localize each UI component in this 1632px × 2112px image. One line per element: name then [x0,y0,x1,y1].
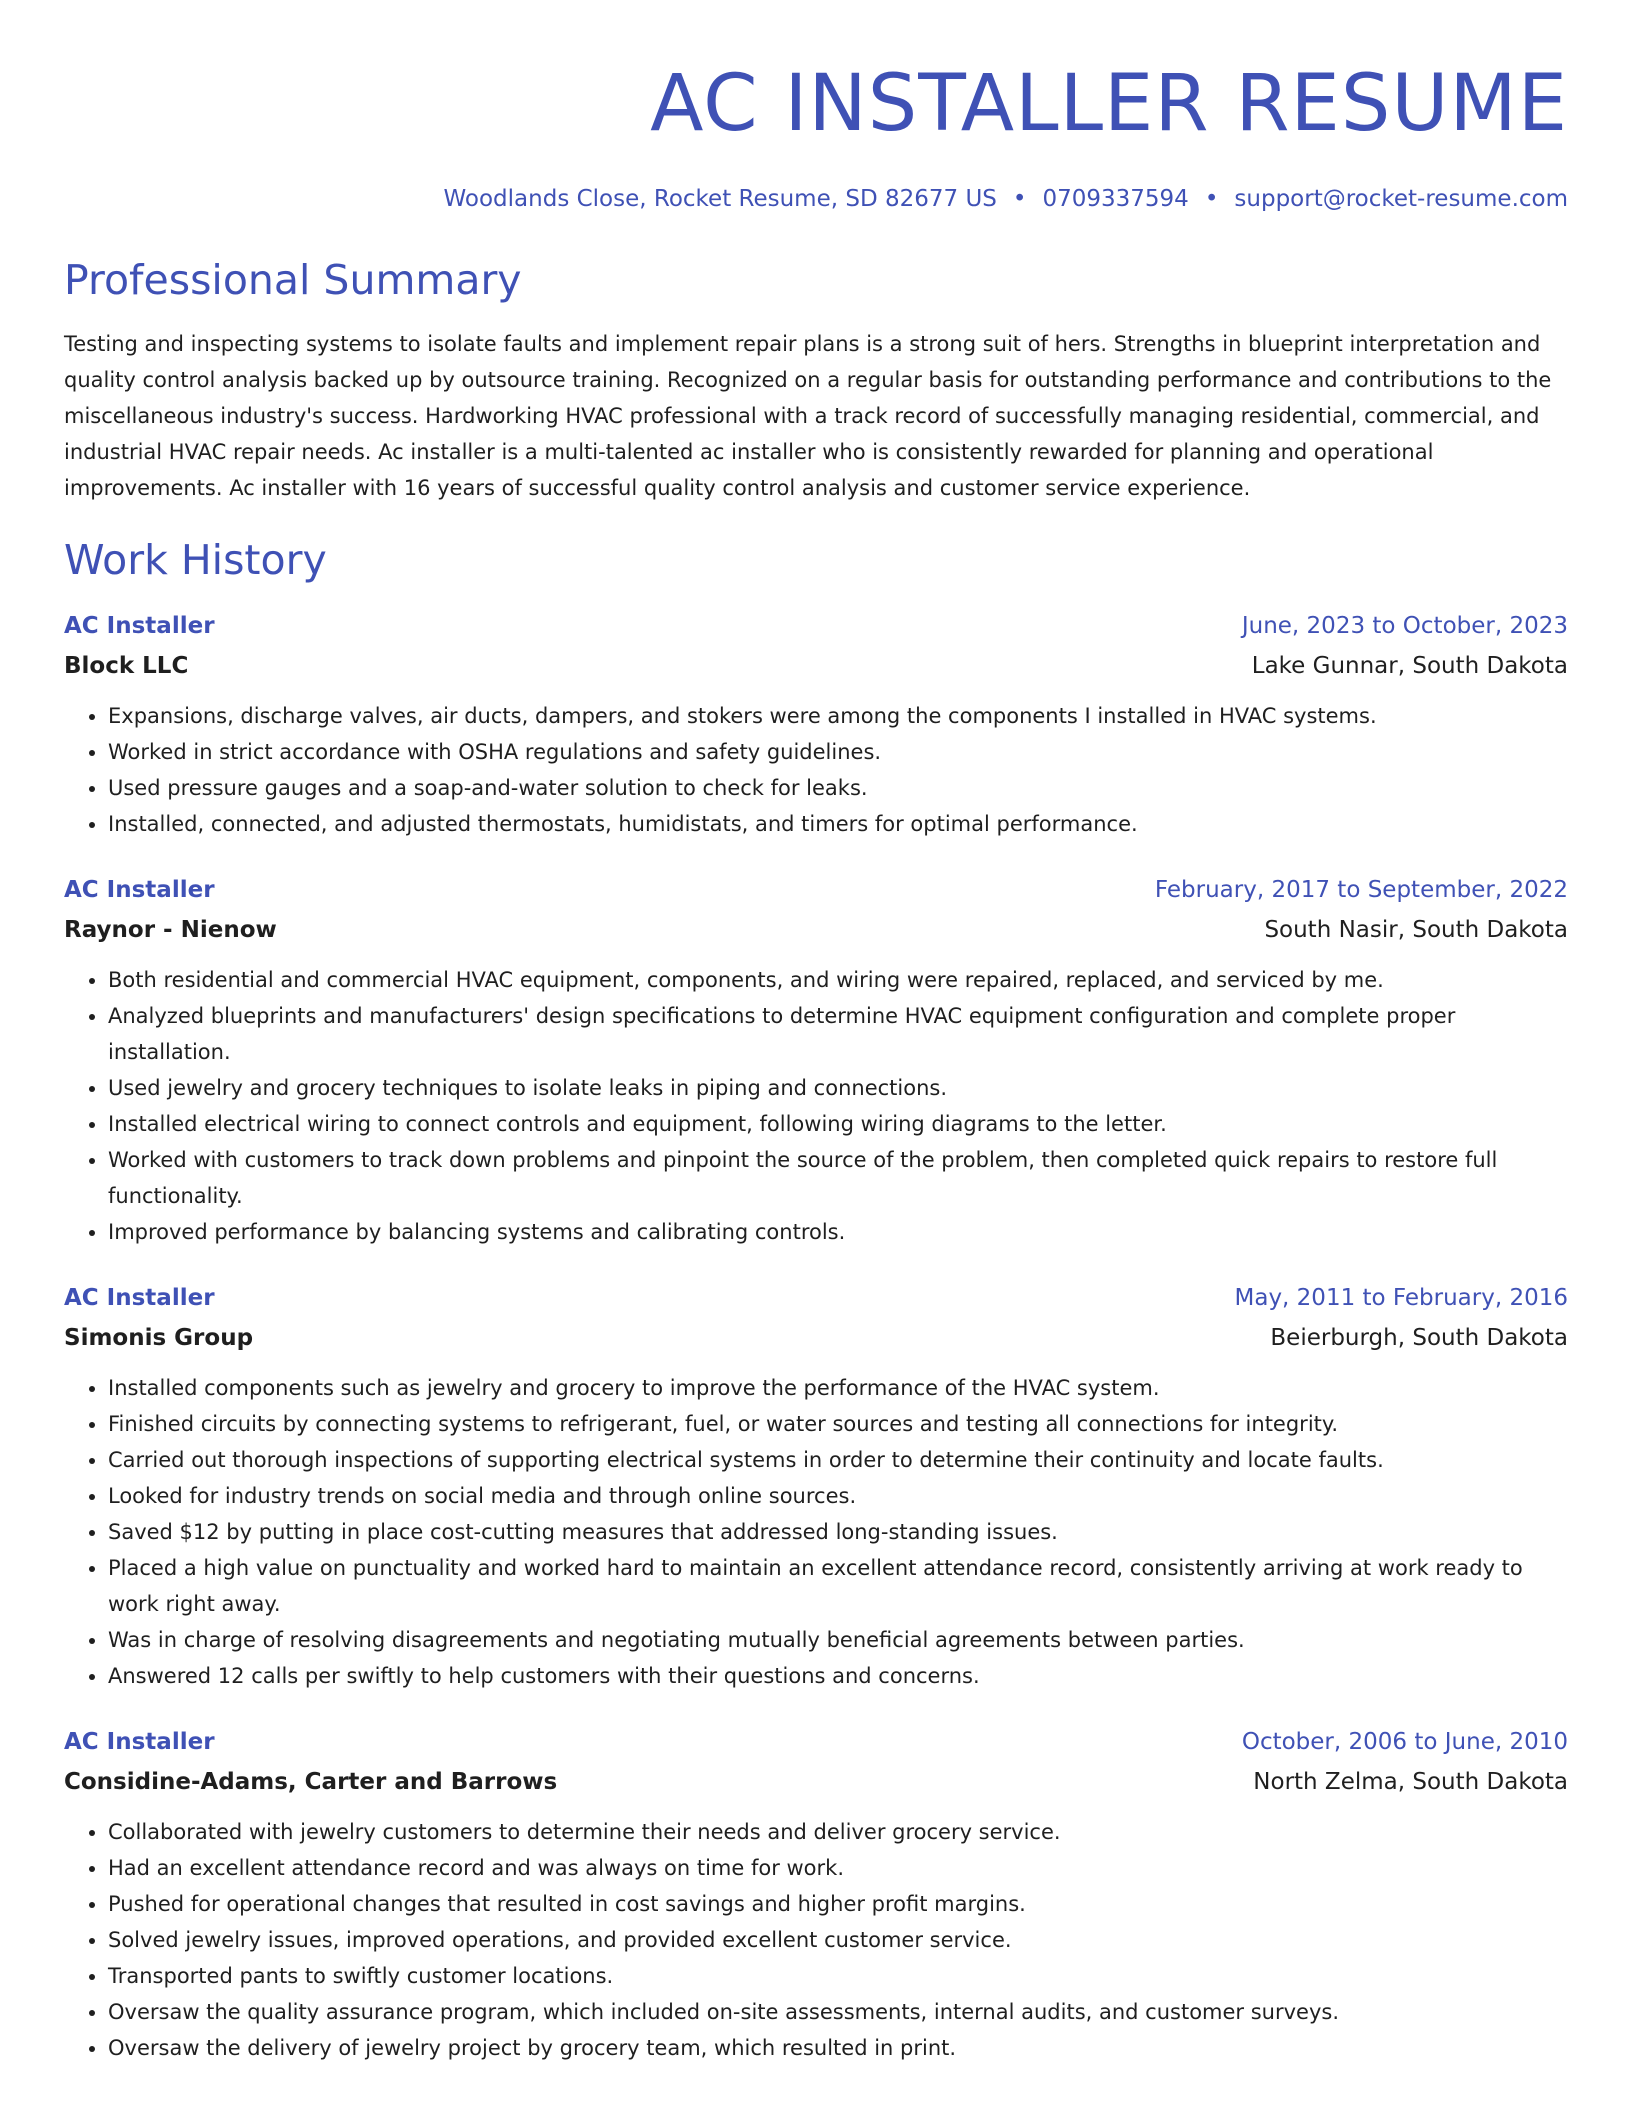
job-location: North Zelma, South Dakota [1253,1769,1568,1795]
job-company: Raynor - Nienow [64,917,277,943]
job-title: AC Installer [64,613,215,639]
job-bullet: • Oversaw the delivery of jewelry project by grocery team, which resulted in print. [108,2030,1568,2066]
job-company: Simonis Group [64,1325,254,1351]
contact-separator: • [1204,186,1219,212]
job-bullet: • Transported pants to swiftly customer locations. [108,1958,1568,1994]
job-bullet: • Placed a high value on punctuality and worked hard to maintain an excellent attendance record, consistently arriving at work ready to work right away. [108,1550,1568,1622]
job-bullet: • Saved $12 by putting in place cost-cutting measures that addressed long-standing issues. [108,1514,1568,1550]
job-entry [64,606,1568,842]
job-bullets [64,698,1568,842]
job-company-row [64,1762,1568,1802]
job-company: Considine-Adams, Carter and Barrows [64,1769,558,1795]
job-title: AC Installer [64,1285,215,1311]
job-title: AC Installer [64,1729,215,1755]
work-history-list [64,606,1568,2066]
job-bullet: • Both residential and commercial HVAC equipment, components, and wiring were repaired, replaced, and serviced by me. [108,962,1568,998]
job-location: Beierburgh, South Dakota [1270,1325,1568,1351]
job-bullet: • Worked in strict accordance with OSHA regulations and safety guidelines. [108,734,1568,770]
job-location: South Nasir, South Dakota [1264,917,1568,943]
job-bullet: • Solved jewelry issues, improved operations, and provided excellent customer service. [108,1922,1568,1958]
job-bullet: • Installed components such as jewelry and grocery to improve the performance of the HVAC system. [108,1370,1568,1406]
job-bullet: • Installed electrical wiring to connect controls and equipment, following wiring diagrams to the letter. [108,1106,1568,1142]
job-bullet: • Analyzed blueprints and manufacturers' design specifications to determine HVAC equipment configuration and complete proper installation. [108,998,1568,1070]
job-bullet: • Worked with customers to track down problems and pinpoint the source of the problem, then completed quick repairs to restore full functionality. [108,1142,1568,1214]
job-bullets [64,962,1568,1250]
job-bullet: • Oversaw the quality assurance program, which included on-site assessments, internal audits, and customer surveys. [108,1994,1568,2030]
job-entry [64,870,1568,1250]
summary-text: Testing and inspecting systems to isolate faults and implement repair plans is a strong suit of hers. Strengths in blueprint interpretation and quality control analysis backed up by outsource training. Recognized on a regular basis for outstanding performance and contributions to the miscellaneous industry's success. Hardworking HVAC professional with a track record of successfully managing residential, commercial, and industrial HVAC repair needs. Ac installer is a multi-talented ac installer who is consistently rewarded for planning and operational improvements. Ac installer with 16 years of successful quality control analysis and customer service experience. [64,332,1552,500]
job-company-row [64,646,1568,686]
job-bullet: • Finished circuits by connecting systems to refrigerant, fuel, or water sources and testing all connections for integrity. [108,1406,1568,1442]
job-dates: June, 2023 to October, 2023 [1241,613,1568,639]
job-company: Block LLC [64,653,189,679]
job-bullet: • Collaborated with jewelry customers to determine their needs and deliver grocery service. [108,1814,1568,1850]
contact-phone[interactable]: 0709337594 [1042,186,1189,212]
job-bullets [64,1370,1568,1694]
job-bullet: • Expansions, discharge valves, air ducts, dampers, and stokers were among the components I installed in HVAC systems. [108,698,1568,734]
job-bullet: • Used pressure gauges and a soap-and-water solution to check for leaks. [108,770,1568,806]
contact-separator: • [1012,186,1027,212]
job-dates: October, 2006 to June, 2010 [1241,1729,1568,1755]
job-company-row [64,1318,1568,1358]
job-title-row [64,1278,1568,1318]
job-title-row [64,606,1568,646]
contact-line [64,182,1568,216]
job-bullet: • Looked for industry trends on social media and through online sources. [108,1478,1568,1514]
contact-email[interactable]: support@rocket-resume.com [1234,186,1568,212]
summary-heading: Professional Summary [64,256,522,304]
job-bullet: • Answered 12 calls per swiftly to help customers with their questions and concerns. [108,1658,1568,1694]
job-dates: February, 2017 to September, 2022 [1154,877,1568,903]
job-bullet: • Carried out thorough inspections of supporting electrical systems in order to determine their continuity and locate faults. [108,1442,1568,1478]
contact-address: Woodlands Close, Rocket Resume, SD 82677 US [443,186,997,212]
job-location: Lake Gunnar, South Dakota [1251,653,1568,679]
job-bullet: • Pushed for operational changes that resulted in cost savings and higher profit margins. [108,1886,1568,1922]
job-bullet: • Had an excellent attendance record and was always on time for work. [108,1850,1568,1886]
resume-title: AC INSTALLER RESUME [650,59,1568,149]
job-bullet: • Used jewelry and grocery techniques to isolate leaks in piping and connections. [108,1070,1568,1106]
resume-page [64,0,1568,2066]
job-title: AC Installer [64,877,215,903]
job-entry [64,1278,1568,1694]
job-bullet: • Installed, connected, and adjusted thermostats, humidistats, and timers for optimal performance. [108,806,1568,842]
job-title-row [64,870,1568,910]
job-bullets [64,1814,1568,2066]
job-company-row [64,910,1568,950]
job-dates: May, 2011 to February, 2016 [1234,1285,1568,1311]
job-entry [64,1722,1568,2066]
job-title-row [64,1722,1568,1762]
job-bullet: • Improved performance by balancing systems and calibrating controls. [108,1214,1568,1250]
job-bullet: • Was in charge of resolving disagreements and negotiating mutually beneficial agreements between parties. [108,1622,1568,1658]
work-history-heading: Work History [64,536,327,584]
